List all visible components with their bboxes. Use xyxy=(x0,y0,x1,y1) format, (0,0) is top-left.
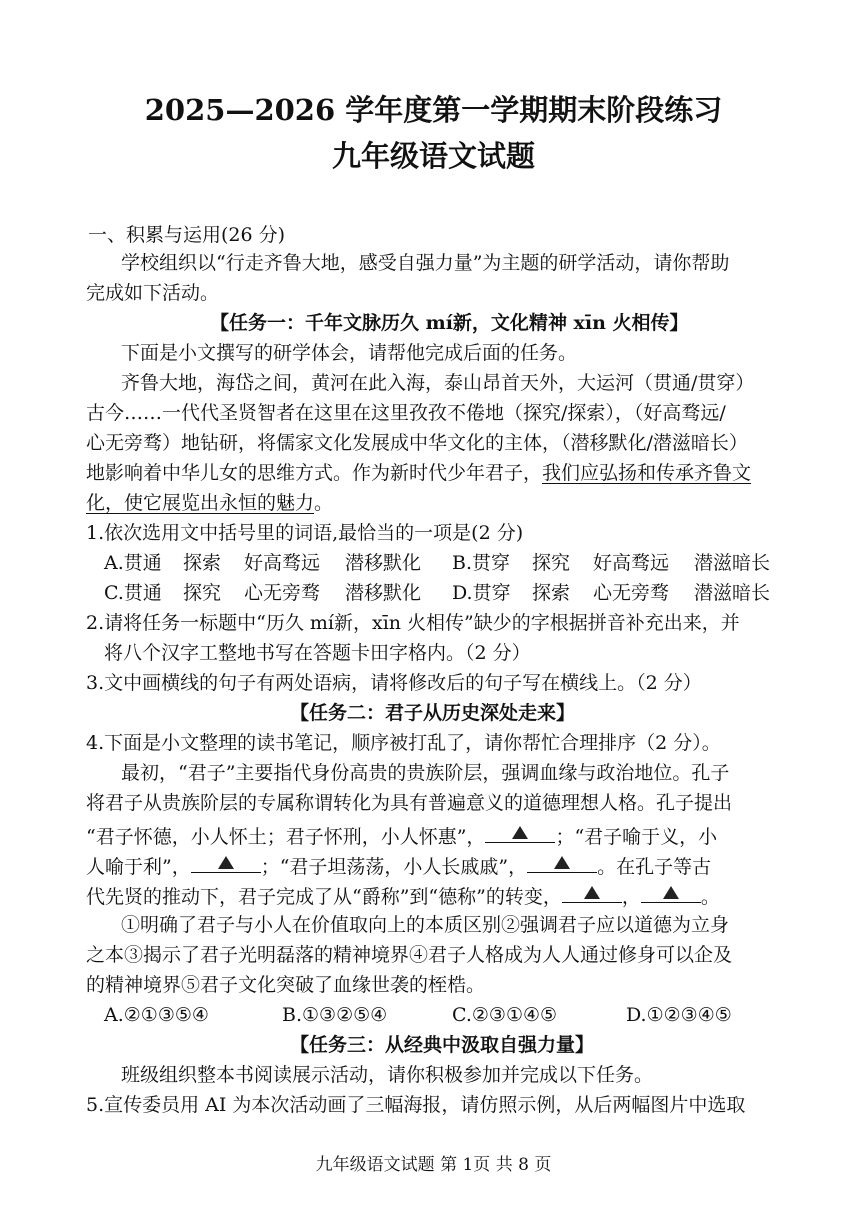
underlined-sentence-part-2: 化，使它展览出永恒的魅力 xyxy=(86,492,315,514)
q1-d-word4: 潜滋暗长 xyxy=(694,582,771,604)
q1-a-label: A.贯通 xyxy=(104,552,162,574)
q4-option-d: D.①②③④⑤ xyxy=(626,1004,732,1026)
page-footer: 九年级语文试题 第 1页 共 8 页 xyxy=(315,1155,552,1175)
q1-a-word2: 探索 xyxy=(183,552,222,574)
passage-line-3: 心无旁骛）地钻研，将儒家文化发展成中华文化的主体，（潜移默化/潜滋暗长） xyxy=(86,432,748,454)
intro-line-1: 学校组织以“行走齐鲁大地，感受自强力量”为主题的研学活动，请你帮助 xyxy=(121,252,730,274)
q1-d-word2: 探索 xyxy=(532,582,571,604)
q4-line4-text-b: ；“君子坦荡荡，小人长戚戚”， xyxy=(260,856,528,878)
question-2-line-1: 2.请将任务一标题中“历久 mí新，xīn 火相传”缺少的字根据拼音补充出来，并 xyxy=(86,612,740,634)
answer-blank-3[interactable] xyxy=(527,850,597,873)
answer-blank-4[interactable] xyxy=(562,880,622,903)
q4-option-a: A.②①③⑤④ xyxy=(104,1004,209,1026)
question-2-line-2: 将八个汉字工整地书写在答题卡田字格内。（2 分） xyxy=(104,642,531,664)
question-3: 3.文中画横线的句子有两处语病，请将修改后的句子写在横线上。（2 分） xyxy=(86,672,702,694)
triangle-icon xyxy=(512,826,528,839)
q1-c-label: C.贯通 xyxy=(104,582,162,604)
question-1: 1.依次选用文中括号里的词语,最恰当的一项是(2 分) xyxy=(86,522,524,544)
task1-intro: 下面是小文撰写的研学体会，请帮他完成后面的任务。 xyxy=(121,342,578,364)
q4-line3-text-b: ；“君子喻于义，小 xyxy=(555,826,718,848)
q1-b-word3: 好高骛远 xyxy=(593,552,670,574)
q4-option-c: C.②③①④⑤ xyxy=(452,1004,558,1026)
passage-line-1: 齐鲁大地，海岱之间，黄河在此入海，泰山昂首天外，大运河（贯通/贯穿） xyxy=(121,372,755,394)
q1-a-word4: 潜移默化 xyxy=(345,552,422,574)
triangle-icon xyxy=(218,856,234,869)
q4-sentences-line-3: 的精神境界⑤君子文化突破了血缘世袭的桎梏。 xyxy=(86,974,486,996)
q1-b-word4: 潜滋暗长 xyxy=(694,552,771,574)
q1-c-word4: 潜移默化 xyxy=(345,582,422,604)
q1-d-label: D.贯穿 xyxy=(452,582,511,604)
task1-title: 【任务一：千年文脉历久 mí新，文化精神 xīn 火相传】 xyxy=(210,312,689,334)
intro-line-2: 完成如下活动。 xyxy=(86,282,220,304)
q1-c-word2: 探究 xyxy=(183,582,222,604)
answer-blank-5[interactable] xyxy=(641,880,701,903)
passage-line-4-plain: 地影响着中华儿女的思维方式。作为新时代少年君子， xyxy=(86,462,543,484)
task3-intro: 班级组织整本书阅读展示活动，请你积极参加并完成以下任务。 xyxy=(121,1064,654,1086)
q4-passage-line-4 xyxy=(86,850,711,880)
exam-title: 2025—2026 学年度第一学期期末阶段练习 xyxy=(144,93,723,127)
q1-c-word3: 心无旁骛 xyxy=(244,582,321,604)
exam-subtitle: 九年级语文试题 xyxy=(331,139,535,173)
q4-line5-text-c: 。 xyxy=(700,886,720,908)
q4-passage-line-1: 最初，“君子”主要指代身份高贵的贵族阶层，强调血缘与政治地位。孔子 xyxy=(121,762,730,784)
q1-b-word2: 探究 xyxy=(532,552,571,574)
passage-line-4 xyxy=(86,460,751,486)
task2-title: 【任务二：君子从历史深处走来】 xyxy=(290,702,576,724)
q4-line3-text-a: “君子怀德，小人怀土；君子怀刑，小人怀惠”， xyxy=(86,826,486,848)
passage-line-5 xyxy=(86,490,333,516)
q4-line4-text-a: 人喻于利”， xyxy=(86,856,191,878)
q4-passage-line-5 xyxy=(86,880,720,910)
q4-option-b: B.①③②⑤④ xyxy=(282,1004,388,1026)
underlined-sentence-part-1: 我们应弘扬和传承齐鲁文 xyxy=(542,462,752,484)
q1-a-word3: 好高骛远 xyxy=(244,552,321,574)
triangle-icon xyxy=(584,886,600,899)
passage-line-2: 古今……一代代圣贤智者在这里在这里孜孜不倦地（探究/探索），（好高骛远/ xyxy=(86,402,726,424)
passage-end-punct: 。 xyxy=(314,492,334,514)
q1-b-label: B.贯穿 xyxy=(452,552,511,574)
q4-passage-line-2: 将君子从贵族阶层的专属称谓转化为具有普遍意义的道德理想人格。孔子提出 xyxy=(86,792,733,814)
q4-sentences-line-2: 之本③揭示了君子光明磊落的精神境界④君子人格成为人人通过修身可以企及 xyxy=(86,944,733,966)
answer-blank-1[interactable] xyxy=(485,820,555,843)
question-5: 5.宣传委员用 AI 为本次活动画了三幅海报，请仿照示例，从后两幅图片中选取 xyxy=(86,1094,746,1116)
q4-sentences-line-1: ①明确了君子与小人在价值取向上的本质区别②强调君子应以道德为立身 xyxy=(121,914,730,936)
section-heading: 一、积累与运用(26 分) xyxy=(88,224,286,246)
q4-line4-text-c: 。在孔子等古 xyxy=(597,856,712,878)
answer-blank-2[interactable] xyxy=(191,850,261,873)
triangle-icon xyxy=(554,856,570,869)
q4-passage-line-3 xyxy=(86,820,717,850)
q4-line5-text-b: ， xyxy=(621,886,641,908)
task3-title: 【任务三：从经典中汲取自强力量】 xyxy=(290,1034,595,1056)
question-4: 4.下面是小文整理的读书笔记，顺序被打乱了，请你帮忙合理排序（2 分）。 xyxy=(86,732,721,754)
q1-d-word3: 心无旁骛 xyxy=(593,582,670,604)
q4-line5-text-a: 代先贤的推动下，君子完成了从“爵称”到“德称”的转变， xyxy=(86,886,562,908)
triangle-icon xyxy=(663,886,679,899)
